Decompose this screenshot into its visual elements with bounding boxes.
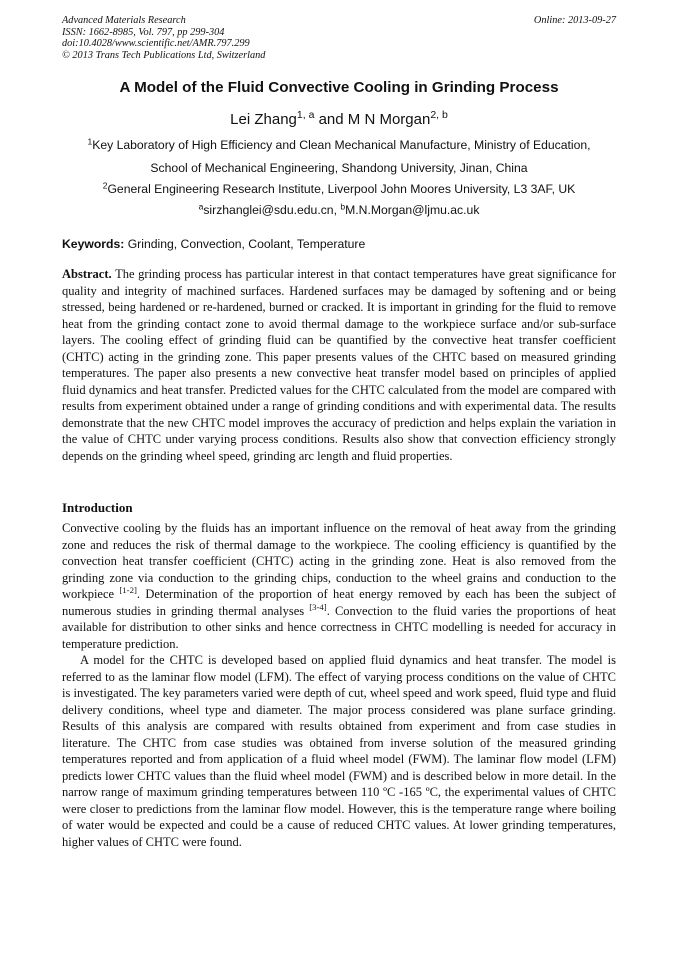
intro-paragraph-2: A model for the CHTC is developed based on applied fluid dynamics and heat transfer. The model is referred to as the laminar flow model (LFM). The effect of varying process conditions on the value of CHTC is investigated. The key parameters varied were depth of cut, wheel speed and work speed, fluid type and fluid delivery conditions, wheel type and diameter. The major process considered was plane surface grinding. Results of this analysis are compared with results obtained from experiment and from case studies in literature. The CHTC from case studies was obtained from inverse solution of the measured grinding temperatures reported and from application of a fluid wheel model (FWM). The laminar flow model (LFM) predicts lower CHTC values than the fluid wheel model (FWM) and is described below in more detail. In the narrow range of maximum grinding temperatures between 110 ºC -165 ºC, the experimental values of CHTC were closer to predictions from the laminar flow model. However, this is the temperature range where boiling of water would be expected and could be a cause of reduced CHTC values. At lower grinding temperatures, higher values of CHTC were found. [62,653,616,849]
affiliation-2 [62,182,616,196]
author-1-sup: 1, a [296,109,315,122]
copyright-line: © 2013 Trans Tech Publications Ltd, Switzerland [62,49,266,61]
affiliation-1 [62,138,616,152]
abstract-text: The grinding process has particular interest in that contact temperatures have great significance for quality and integrity of machined surfaces. Hardened surfaces may be damaged by softening and or being stressed, being hardened or re-hardened, burned or cracked. It is important in grinding for the fluid to remove heat from the grinding contact zone to avoid thermal damage to the workpiece surface and/or sub-surface layers. The cooling effect of grinding fluid can be quantified by the convective heat transfer coefficient (CHTC) acting in the grinding zone. This paper presents values of the CHTC based on measured grinding temperatures. The paper also presents a new convective heat transfer model based on principles of applied fluid dynamics and heat transfer. Predicted values for the CHTC calculated from the model are compared with results from experiment obtained under a range of grinding conditions and with experimental data. The results demonstrate that the new CHTC model improves the accuracy of prediction and helps explain the variation in the value of CHTC under varying process conditions. Results also show that convection efficiency strongly depends on the grinding wheel speed, grinding arc length and fluid properties. [62,267,616,463]
intro-p1-part-c: . Convection to the fluid varies the proportions of heat available for distribution to other sinks and hence correctness in CHTC modelling is needed for accuracy in temperature prediction. [62,603,616,651]
author-2-sup: 2, b [430,109,448,122]
issn-line: ISSN: 1662-8985, Vol. 797, pp 299-304 [62,26,225,38]
email-b: M.N.Morgan@ljmu.ac.uk [345,203,480,217]
keywords [62,237,616,251]
intro-p1-part-a: Convective cooling by the fluids has an important influence on the removal of heat away from the grinding zone and reduces the risk of thermal damage to the workpiece. The cooling efficiency is quantified by the convection heat transfer coefficient (CHTC) acting in the grinding zone. Heat is also removed from the grinding zone via conduction to the grinding chips, conduction to the wheel grains and conduction to the workpiece [62,521,616,601]
citation-1-2: [1-2] [119,585,137,596]
paper-title: A Model of the Fluid Convective Cooling in Grinding Process [119,79,559,96]
author-conjunction: and [314,111,348,128]
author-1: Lei Zhang [230,111,297,128]
author-line [62,111,616,128]
keywords-text: Grinding, Convection, Coolant, Temperature [124,237,366,251]
email-a-sup: a [198,201,204,212]
abstract [62,266,616,464]
intro-paragraph-1 [62,520,616,652]
introduction-body [62,520,616,850]
affiliation-1-text: Key Laboratory of High Efficiency and Clean Mechanical Manufacture, Ministry of Education, [92,138,591,152]
intro-p1-part-b: . Determination of the proportion of heat energy removed by each has been the subject of numerous studies in grinding thermal analyses [62,587,616,618]
affiliation-2-text: General Engineering Research Institute, Liverpool John Moores University, L3 3AF, UK [107,182,576,196]
abstract-label: Abstract. [62,267,112,281]
publication-header [62,15,616,61]
affiliation-1-cont: School of Mechanical Engineering, Shandong University, Jinan, China [150,161,528,175]
doi-line: doi:10.4028/www.scientific.net/AMR.797.299 [62,38,250,50]
journal-name: Advanced Materials Research [62,15,186,26]
citation-3-4: [3-4] [309,601,327,612]
keywords-label: Keywords: [62,237,125,251]
affiliation-1-sup: 1 [87,136,93,147]
author-2: M N Morgan [347,111,431,128]
introduction-heading: Introduction [62,500,133,515]
email-a: sirzhanglei@sdu.edu.cn, [203,203,341,217]
email-line [62,203,616,217]
online-date: Online: 2013-09-27 [533,15,616,26]
affiliation-2-sup: 2 [102,180,108,191]
email-b-sup: b [340,201,346,212]
